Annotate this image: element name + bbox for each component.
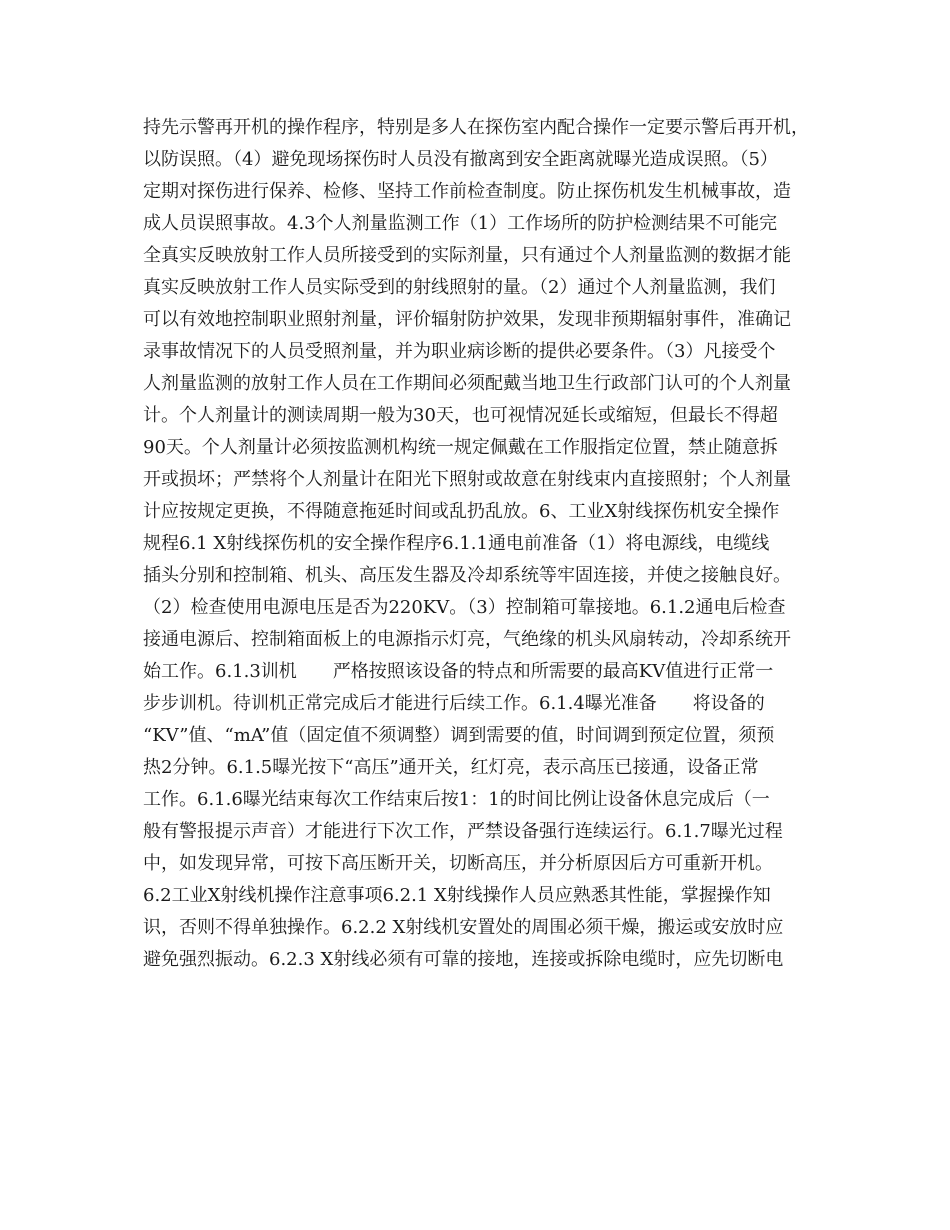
- document-body: [143, 112, 823, 976]
- text-line: 计应按规定更换，不得随意拖延时间或乱扔乱放。6、工业X射线探伤机安全操作: [143, 501, 780, 522]
- text-line: 定期对探伤进行保养、检修、坚持工作前检查制度。防止探伤机发生机械事故，造: [143, 181, 791, 202]
- text-line: 工作。6.1.6曝光结束每次工作结束后按1：1的时间比例让设备休息完成后（一: [143, 789, 770, 810]
- text-line: 真实反映放射工作人员实际受到的射线照射的量。（2）通过个人剂量监测，我们: [143, 277, 776, 298]
- text-line: 全真实反映放射工作人员所接受到的实际剂量，只有通过个人剂量监测的数据才能: [143, 245, 791, 266]
- text-line: 人剂量监测的放射工作人员在工作期间必须配戴当地卫生行政部门认可的个人剂量: [143, 373, 791, 394]
- text-line: 持先示警再开机的操作程序，特别是多人在探伤室内配合操作一定要示警后再开机，: [143, 117, 809, 138]
- text-line: 以防误照。（4）避免现场探伤时人员没有撤离到安全距离就曝光造成误照。（5）: [143, 149, 778, 170]
- text-line: 识，否则不得单独操作。6.2.2 X射线机安置处的周围必须干燥，搬运或安放时应: [143, 917, 784, 938]
- text-line: “KV”值、“mA”值（固定值不须调整）调到需要的值，时间调到预定位置，须预: [143, 725, 775, 746]
- text-line: 可以有效地控制职业照射剂量，评价辐射防护效果，发现非预期辐射事件，准确记: [143, 309, 791, 330]
- text-line: 6.2工业X射线机操作注意事项6.2.1 X射线操作人员应熟悉其性能，掌握操作知: [143, 885, 771, 906]
- text-line: 开或损坏；严禁将个人剂量计在阳光下照射或故意在射线束内直接照射；个人剂量: [143, 469, 791, 490]
- text-line: 般有警报提示声音）才能进行下次工作，严禁设备强行连续运行。6.1.7曝光过程: [143, 821, 783, 842]
- text-line: 插头分别和控制箱、机头、高压发生器及冷却系统等牢固连接，并使之接触良好。: [143, 565, 791, 586]
- text-line: 成人员误照事故。4.3个人剂量监测工作（1）工作场所的防护检测结果不可能完: [143, 213, 778, 234]
- text-line: 始工作。6.1.3训机 严格按照该设备的特点和所需要的最高KV值进行正常一: [143, 661, 774, 682]
- text-line: 90天。个人剂量计必须按监测机构统一规定佩戴在工作服指定位置，禁止随意拆: [143, 437, 778, 458]
- text-line: 避免强烈振动。6.2.3 X射线必须有可靠的接地，连接或拆除电缆时，应先切断电: [143, 949, 784, 970]
- text-line: 热2分钟。6.1.5曝光按下“高压”通开关，红灯亮，表示高压已接通，设备正常: [143, 757, 759, 778]
- text-line: 录事故情况下的人员受照剂量，并为职业病诊断的提供必要条件。（3）凡接受个: [143, 341, 776, 362]
- text-line: 接通电源后、控制箱面板上的电源指示灯亮，气绝缘的机头风扇转动，冷却系统开: [143, 629, 791, 650]
- text-line: 中，如发现异常，可按下高压断开关，切断高压，并分析原因后方可重新开机。: [143, 853, 773, 874]
- text-line: 规程6.1 X射线探伤机的安全操作程序6.1.1通电前准备（1）将电源线，电缆线: [143, 533, 770, 554]
- text-line: （2）检查使用电源电压是否为220KV。（3）控制箱可靠接地。6.1.2通电后检查: [143, 597, 786, 618]
- text-line: 计。个人剂量计的测读周期一般为30天，也可视情况延长或缩短，但最长不得超: [143, 405, 778, 426]
- text-line: 步步训机。待训机正常完成后才能进行后续工作。6.1.4曝光准备 将设备的: [143, 693, 765, 714]
